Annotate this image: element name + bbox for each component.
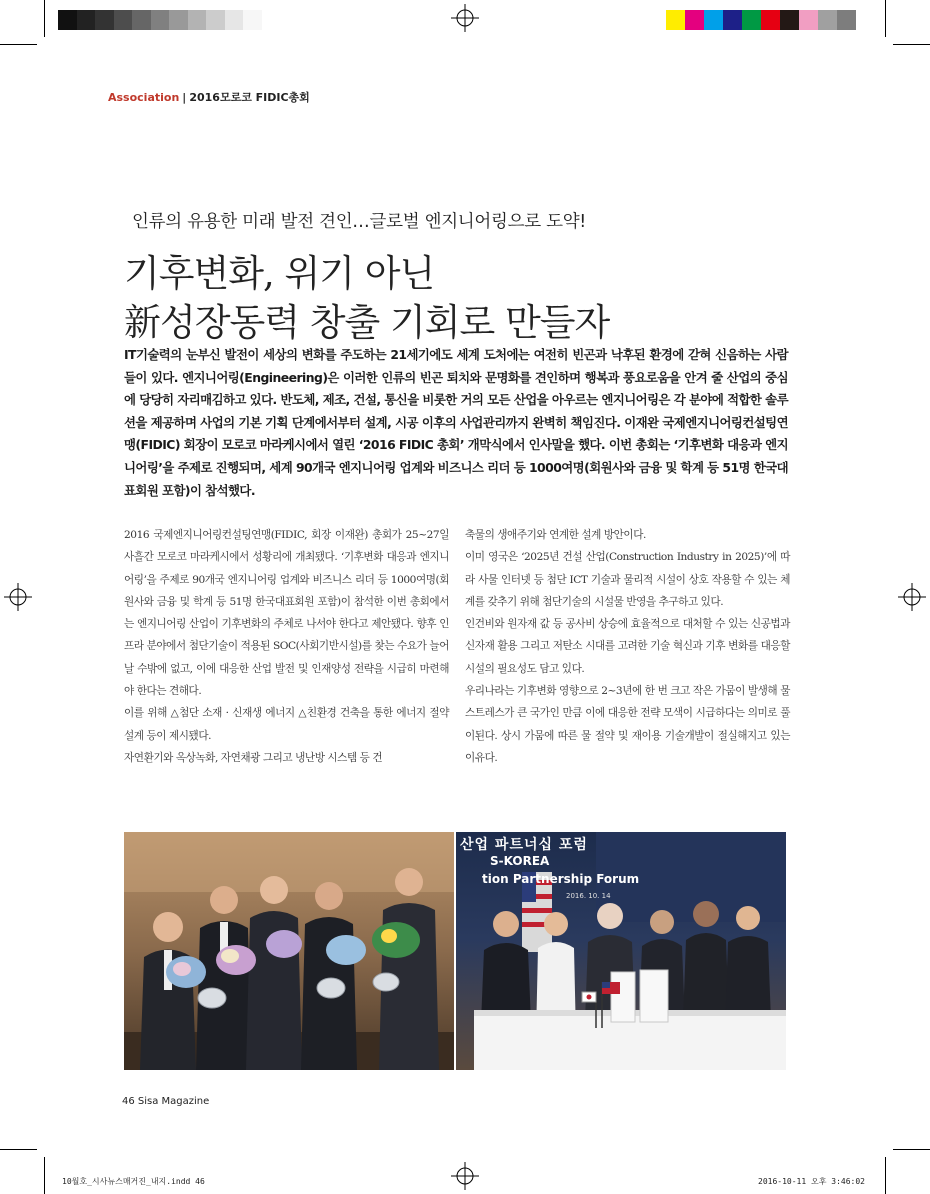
subsection-name: 2016모로코 FIDIC총회	[189, 91, 310, 104]
color-swatch	[704, 10, 723, 30]
color-swatch	[837, 10, 856, 30]
body-paragraph: 축물의 생애주기와 연계한 설계 방안이다.	[465, 529, 646, 541]
file-slug: 10월호_시사뉴스매거진_내지.indd 46	[62, 1177, 205, 1186]
article-subtitle: 인류의 유용한 미래 발전 견인…글로벌 엔지니어링으로 도약!	[132, 212, 587, 232]
gray-swatch	[243, 10, 262, 30]
banner-forum-name: tion Partnership Forum	[482, 872, 640, 886]
photo-partnership-forum	[456, 832, 786, 1070]
body-paragraph: 우리나라는 기후변화 영향으로 2~3년에 한 번 크고 작은 가뭄이 발생해 물 스트레스가 큰 국가인 만큼 이에 대응한 전략 모색이 시급하다는 의미로 풀이된다. 상시 가뭄에 따른 물 절약 및 재이용 기술개발이 절실해지고 있는 이유다.	[465, 685, 790, 764]
color-swatch	[818, 10, 837, 30]
gray-swatch	[206, 10, 225, 30]
section-header	[108, 89, 310, 105]
award-photo-illustration	[124, 832, 454, 1070]
lead-paragraph: IT기술력의 눈부신 발전이 세상의 변화를 주도하는 21세기에도 세계 도처에는 여전히 빈곤과 낙후된 환경에 갇혀 신음하는 사람들이 있다. 엔지니어링(Engineering)은 이러한 인류의 빈곤 퇴치와 문명화를 견인하며 행복과 풍요로움을 안겨 줄 산업의 중심에 당당히 자리매김하고 있다. 반도체, 제조, 건설, 통신을 비롯한 거의 모든 산업을 아우르는 엔지니어링은 각 분야에 적합한 솔루션을 제공하며 사업의 기본 기획 단계에서부터 설계, 시공 이후의 사업관리까지 완벽히 책임진다. 이재완 국제엔지니어링컨설팅연맹(FIDIC) 회장이 모로코 마라케시에서 열린 ‘2016 FIDIC 총회’ 개막식에서 인사말을 했다. 이번 총회는 ‘기후변화 대응과 엔지니어링’을 주제로 진행되며, 세계 90개국 엔지니어링 업계와 비즈니스 리더 등 1000여명(회원사와 금융 및 학계 등 51명 한국대표회원 포함)이 참석했다.	[124, 347, 788, 498]
gray-swatch	[151, 10, 170, 30]
crop-mark	[44, 0, 45, 37]
gray-swatch	[95, 10, 114, 30]
crop-mark	[0, 1149, 37, 1150]
body-paragraph: 2016 국제엔지니어링컨설팅연맹(FIDIC, 회장 이재완) 총회가 25~27일 사흘간 모로코 마라케시에서 성황리에 개최됐다. ‘기후변화 대응과 엔지니어링’을 주제로 90개국 엔지니어링 업계와 비즈니스 리더 등 1000여명(회원사와 금융 및 학계 등 51명 한국대표회원 포함)이 참석한 이번 총회에서는 엔지니어링 산업이 기후변화의 주체로 나서야 한다고 제안됐다. 향후 인프라 분야에서 첨단기술이 적용된 SOC(사회기반시설)를 찾는 수요가 늘어날 수밖에 없고, 이에 대응한 산업 발전 및 인재양성 전략을 시급히 마련해야 한다는 견해다.	[124, 529, 449, 698]
color-swatch	[742, 10, 761, 30]
color-swatch	[685, 10, 704, 30]
registration-mark-icon	[451, 1162, 479, 1190]
section-name: Association	[108, 91, 180, 104]
color-swatch	[799, 10, 818, 30]
crop-mark	[893, 44, 930, 45]
banner-date: 2016. 10. 14	[566, 892, 611, 900]
header-separator: |	[182, 91, 187, 104]
registration-mark-icon	[4, 583, 32, 611]
headline-line-1: 기후변화, 위기 아닌	[124, 252, 435, 295]
crop-mark	[893, 1149, 930, 1150]
color-swatch	[723, 10, 742, 30]
body-column-left	[124, 524, 449, 769]
banner-korean-title: 산업 파트너십 포럼	[460, 837, 588, 853]
crop-mark	[885, 1157, 886, 1194]
body-paragraph: 이를 위해 △첨단 소재 · 신재생 에너지 △친환경 건축을 통한 에너지 절약 설계 등이 제시됐다.	[124, 707, 449, 742]
crop-mark	[44, 1157, 45, 1194]
color-swatch	[780, 10, 799, 30]
gray-swatch	[77, 10, 96, 30]
gray-swatch	[225, 10, 244, 30]
color-swatch	[666, 10, 685, 30]
photo-award-ceremony	[124, 832, 454, 1070]
gray-swatch	[58, 10, 77, 30]
body-column-right	[465, 524, 790, 769]
gray-swatch	[132, 10, 151, 30]
color-swatch	[761, 10, 780, 30]
body-paragraph: 이미 영국은 ‘2025년 건설 산업(Construction Industry in 2025)’에 따라 사물 인터넷 등 첨단 ICT 기술과 물리적 시설이 상호 작용할 수 있는 체계를 갖추기 위해 첨단기술의 시설물 반영을 추구하고 있다.	[465, 551, 790, 608]
body-paragraph: 자연환기와 옥상녹화, 자연채광 그리고 냉난방 시스템 등 건	[124, 751, 383, 764]
registration-mark-icon	[898, 583, 926, 611]
registration-mark-icon	[451, 4, 479, 32]
gray-swatch	[169, 10, 188, 30]
print-timestamp: 2016-10-11 오후 3:46:02	[758, 1177, 865, 1186]
headline-line-2: 新성장동력 창출 기회로 만들자	[124, 301, 610, 344]
gray-swatch	[114, 10, 133, 30]
banner-subtitle: S-KOREA	[490, 854, 550, 868]
body-paragraph: 인건비와 원자재 값 등 공사비 상승에 효율적으로 대처할 수 있는 신공법과 신자재 활용 그리고 저탄소 시대를 고려한 기술 혁신과 기후 변화를 대응할 시설의 필요성도 담고 있다.	[465, 618, 790, 675]
crop-mark	[885, 0, 886, 37]
gray-swatch	[188, 10, 207, 30]
crop-mark	[0, 44, 37, 45]
page-number: 46 Sisa Magazine	[122, 1096, 210, 1107]
